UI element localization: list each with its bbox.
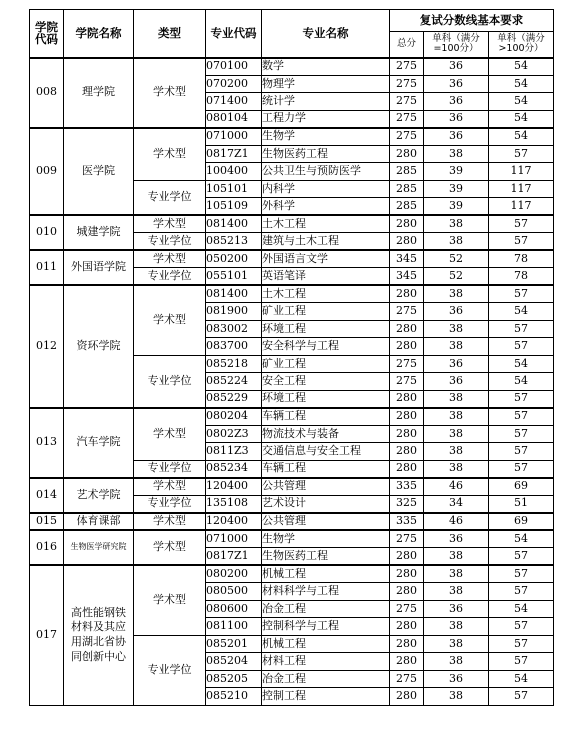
- table-row: [30, 58, 554, 76]
- single-over-100-score-cell: 57: [489, 320, 554, 338]
- single-over-100-score-cell: 57: [489, 233, 554, 251]
- total-score-cell: 275: [390, 303, 424, 321]
- single-100-score-cell: 38: [424, 338, 489, 356]
- single-over-100-score-cell: 54: [489, 600, 554, 618]
- total-score-cell: 280: [390, 635, 424, 653]
- single-over-100-score-cell: 69: [489, 513, 554, 531]
- college-name-cell: 资环学院: [64, 285, 134, 408]
- single-100-score-cell: 36: [424, 58, 489, 76]
- program-type-cell: 学术型: [134, 408, 206, 461]
- total-score-cell: 280: [390, 233, 424, 251]
- single-100-score-cell: 46: [424, 513, 489, 531]
- college-code-cell: 015: [30, 513, 64, 531]
- single-over-100-score-cell: 57: [489, 443, 554, 461]
- total-score-cell: 280: [390, 408, 424, 426]
- major-name-cell: 材料科学与工程: [262, 583, 390, 601]
- single-100-score-cell: 36: [424, 670, 489, 688]
- total-score-cell: 275: [390, 75, 424, 93]
- major-code-cell: 085218: [206, 355, 262, 373]
- single-over-100-score-cell: 57: [489, 408, 554, 426]
- single-over-100-score-cell: 57: [489, 653, 554, 671]
- single-over-100-score-cell: 57: [489, 618, 554, 636]
- single-over-100-score-cell: 78: [489, 250, 554, 268]
- major-name-cell: 公共管理: [262, 513, 390, 531]
- major-code-cell: 080600: [206, 600, 262, 618]
- single-over-100-score-cell: 57: [489, 338, 554, 356]
- total-score-cell: 345: [390, 250, 424, 268]
- header-total: 总分: [390, 32, 424, 58]
- college-name-cell: 城建学院: [64, 215, 134, 250]
- major-name-cell: 交通信息与安全工程: [262, 443, 390, 461]
- single-over-100-score-cell: 69: [489, 478, 554, 496]
- major-name-cell: 控制工程: [262, 688, 390, 706]
- college-name-cell: 艺术学院: [64, 478, 134, 513]
- total-score-cell: 275: [390, 128, 424, 146]
- header-college-code: 学院代码: [30, 10, 64, 58]
- major-name-cell: 土木工程: [262, 215, 390, 233]
- total-score-cell: 280: [390, 688, 424, 706]
- single-over-100-score-cell: 57: [489, 688, 554, 706]
- total-score-cell: 275: [390, 110, 424, 128]
- table-row: [30, 513, 554, 531]
- single-100-score-cell: 38: [424, 233, 489, 251]
- major-name-cell: 环境工程: [262, 390, 390, 408]
- major-code-cell: 071400: [206, 93, 262, 111]
- total-score-cell: 275: [390, 58, 424, 76]
- total-score-cell: 275: [390, 373, 424, 391]
- single-over-100-score-cell: 78: [489, 268, 554, 286]
- total-score-cell: 280: [390, 215, 424, 233]
- major-code-cell: 085229: [206, 390, 262, 408]
- single-over-100-score-cell: 54: [489, 110, 554, 128]
- table-row: [30, 215, 554, 233]
- single-over-100-score-cell: 51: [489, 495, 554, 513]
- college-code-cell: 010: [30, 215, 64, 250]
- major-code-cell: 0811Z3: [206, 443, 262, 461]
- program-type-cell: 专业学位: [134, 635, 206, 705]
- major-code-cell: 081400: [206, 285, 262, 303]
- single-100-score-cell: 38: [424, 145, 489, 163]
- single-over-100-score-cell: 54: [489, 355, 554, 373]
- major-code-cell: 0817Z1: [206, 548, 262, 566]
- single-100-score-cell: 38: [424, 548, 489, 566]
- single-over-100-score-cell: 57: [489, 565, 554, 583]
- single-100-score-cell: 38: [424, 618, 489, 636]
- major-code-cell: 120400: [206, 513, 262, 531]
- single-over-100-score-cell: 117: [489, 198, 554, 216]
- single-over-100-score-cell: 54: [489, 58, 554, 76]
- major-code-cell: 105101: [206, 180, 262, 198]
- program-type-cell: 学术型: [134, 215, 206, 233]
- college-name-cell: 体育课部: [64, 513, 134, 531]
- major-name-cell: 车辆工程: [262, 460, 390, 478]
- program-type-cell: 专业学位: [134, 233, 206, 251]
- college-name-cell: 医学院: [64, 128, 134, 216]
- major-name-cell: 机械工程: [262, 635, 390, 653]
- major-code-cell: 083700: [206, 338, 262, 356]
- total-score-cell: 280: [390, 443, 424, 461]
- table-row: [30, 408, 554, 426]
- major-code-cell: 081100: [206, 618, 262, 636]
- table-row: [30, 565, 554, 583]
- single-100-score-cell: 36: [424, 600, 489, 618]
- major-code-cell: 081400: [206, 215, 262, 233]
- major-name-cell: 内科学: [262, 180, 390, 198]
- major-name-cell: 统计学: [262, 93, 390, 111]
- single-100-score-cell: 34: [424, 495, 489, 513]
- total-score-cell: 275: [390, 600, 424, 618]
- single-100-score-cell: 38: [424, 215, 489, 233]
- program-type-cell: 专业学位: [134, 495, 206, 513]
- total-score-cell: 280: [390, 618, 424, 636]
- major-name-cell: 安全工程: [262, 373, 390, 391]
- major-name-cell: 物流技术与装备: [262, 425, 390, 443]
- major-name-cell: 生物医药工程: [262, 548, 390, 566]
- single-100-score-cell: 36: [424, 303, 489, 321]
- major-name-cell: 冶金工程: [262, 600, 390, 618]
- major-name-cell: 矿业工程: [262, 303, 390, 321]
- single-100-score-cell: 38: [424, 408, 489, 426]
- total-score-cell: 285: [390, 180, 424, 198]
- single-over-100-score-cell: 54: [489, 303, 554, 321]
- single-100-score-cell: 36: [424, 93, 489, 111]
- program-type-cell: 学术型: [134, 530, 206, 565]
- major-code-cell: 085213: [206, 233, 262, 251]
- program-type-cell: 专业学位: [134, 355, 206, 408]
- single-100-score-cell: 38: [424, 390, 489, 408]
- major-code-cell: 071000: [206, 530, 262, 548]
- single-over-100-score-cell: 57: [489, 215, 554, 233]
- program-type-cell: 学术型: [134, 478, 206, 496]
- single-100-score-cell: 36: [424, 110, 489, 128]
- total-score-cell: 285: [390, 163, 424, 181]
- header-type: 类型: [134, 10, 206, 58]
- single-100-score-cell: 36: [424, 75, 489, 93]
- major-code-cell: 080104: [206, 110, 262, 128]
- major-code-cell: 085210: [206, 688, 262, 706]
- college-code-cell: 012: [30, 285, 64, 408]
- header-score-group: 复试分数线基本要求: [390, 10, 554, 32]
- program-type-cell: 学术型: [134, 513, 206, 531]
- major-name-cell: 环境工程: [262, 320, 390, 338]
- major-name-cell: 生物学: [262, 530, 390, 548]
- single-over-100-score-cell: 117: [489, 180, 554, 198]
- table-body: [30, 58, 554, 706]
- major-code-cell: 120400: [206, 478, 262, 496]
- program-type-cell: 专业学位: [134, 180, 206, 215]
- single-100-score-cell: 38: [424, 565, 489, 583]
- major-code-cell: 085204: [206, 653, 262, 671]
- total-score-cell: 325: [390, 495, 424, 513]
- single-over-100-score-cell: 57: [489, 635, 554, 653]
- major-code-cell: 071000: [206, 128, 262, 146]
- single-over-100-score-cell: 57: [489, 460, 554, 478]
- college-name-cell: 高性能钢铁材料及其应用湖北省协同创新中心: [64, 565, 134, 705]
- single-100-score-cell: 39: [424, 180, 489, 198]
- major-code-cell: 085201: [206, 635, 262, 653]
- total-score-cell: 280: [390, 320, 424, 338]
- total-score-cell: 345: [390, 268, 424, 286]
- major-name-cell: 车辆工程: [262, 408, 390, 426]
- single-100-score-cell: 38: [424, 583, 489, 601]
- single-over-100-score-cell: 54: [489, 530, 554, 548]
- major-code-cell: 085234: [206, 460, 262, 478]
- major-name-cell: 物理学: [262, 75, 390, 93]
- college-code-cell: 008: [30, 58, 64, 128]
- single-over-100-score-cell: 57: [489, 390, 554, 408]
- major-code-cell: 083002: [206, 320, 262, 338]
- major-code-cell: 105109: [206, 198, 262, 216]
- single-100-score-cell: 38: [424, 443, 489, 461]
- major-name-cell: 英语笔译: [262, 268, 390, 286]
- major-name-cell: 矿业工程: [262, 355, 390, 373]
- table-row: [30, 128, 554, 146]
- college-code-cell: 016: [30, 530, 64, 565]
- total-score-cell: 280: [390, 565, 424, 583]
- single-100-score-cell: 36: [424, 373, 489, 391]
- total-score-cell: 285: [390, 198, 424, 216]
- program-type-cell: 学术型: [134, 128, 206, 181]
- major-name-cell: 控制科学与工程: [262, 618, 390, 636]
- table-row: [30, 285, 554, 303]
- college-code-cell: 009: [30, 128, 64, 216]
- single-over-100-score-cell: 57: [489, 145, 554, 163]
- total-score-cell: 280: [390, 145, 424, 163]
- table-row: [30, 478, 554, 496]
- program-type-cell: 学术型: [134, 285, 206, 355]
- major-name-cell: 机械工程: [262, 565, 390, 583]
- single-over-100-score-cell: 117: [489, 163, 554, 181]
- header-major-name: 专业名称: [262, 10, 390, 58]
- total-score-cell: 280: [390, 460, 424, 478]
- major-code-cell: 070200: [206, 75, 262, 93]
- single-over-100-score-cell: 57: [489, 285, 554, 303]
- major-name-cell: 生物学: [262, 128, 390, 146]
- college-code-cell: 017: [30, 565, 64, 705]
- single-100-score-cell: 38: [424, 460, 489, 478]
- total-score-cell: 280: [390, 425, 424, 443]
- total-score-cell: 280: [390, 583, 424, 601]
- college-code-cell: 013: [30, 408, 64, 478]
- single-100-score-cell: 36: [424, 530, 489, 548]
- college-name-cell: 生物医学研究院: [64, 530, 134, 565]
- college-code-cell: 011: [30, 250, 64, 285]
- major-code-cell: 100400: [206, 163, 262, 181]
- total-score-cell: 275: [390, 530, 424, 548]
- single-100-score-cell: 38: [424, 688, 489, 706]
- total-score-cell: 280: [390, 390, 424, 408]
- single-100-score-cell: 39: [424, 198, 489, 216]
- major-code-cell: 080204: [206, 408, 262, 426]
- header-major-code: 专业代码: [206, 10, 262, 58]
- header-single-over-100: 单科（满分>100分）: [489, 32, 554, 58]
- program-type-cell: 学术型: [134, 250, 206, 268]
- single-100-score-cell: 52: [424, 268, 489, 286]
- single-100-score-cell: 38: [424, 653, 489, 671]
- total-score-cell: 280: [390, 338, 424, 356]
- major-code-cell: 135108: [206, 495, 262, 513]
- single-over-100-score-cell: 57: [489, 425, 554, 443]
- major-name-cell: 生物医药工程: [262, 145, 390, 163]
- header-single-100: 单科（满分=100分）: [424, 32, 489, 58]
- single-100-score-cell: 36: [424, 355, 489, 373]
- total-score-cell: 275: [390, 670, 424, 688]
- program-type-cell: 专业学位: [134, 268, 206, 286]
- single-100-score-cell: 38: [424, 320, 489, 338]
- header-college-name: 学院名称: [64, 10, 134, 58]
- program-type-cell: 专业学位: [134, 460, 206, 478]
- single-100-score-cell: 46: [424, 478, 489, 496]
- major-name-cell: 冶金工程: [262, 670, 390, 688]
- single-100-score-cell: 38: [424, 425, 489, 443]
- major-name-cell: 公共管理: [262, 478, 390, 496]
- single-over-100-score-cell: 57: [489, 583, 554, 601]
- major-name-cell: 数学: [262, 58, 390, 76]
- program-type-cell: 学术型: [134, 565, 206, 635]
- major-name-cell: 土木工程: [262, 285, 390, 303]
- major-name-cell: 材料工程: [262, 653, 390, 671]
- total-score-cell: 280: [390, 285, 424, 303]
- single-over-100-score-cell: 54: [489, 670, 554, 688]
- total-score-cell: 335: [390, 478, 424, 496]
- major-name-cell: 艺术设计: [262, 495, 390, 513]
- major-code-cell: 081900: [206, 303, 262, 321]
- total-score-cell: 275: [390, 93, 424, 111]
- major-code-cell: 085205: [206, 670, 262, 688]
- total-score-cell: 280: [390, 548, 424, 566]
- major-name-cell: 外国语言文学: [262, 250, 390, 268]
- major-code-cell: 0802Z3: [206, 425, 262, 443]
- major-name-cell: 建筑与土木工程: [262, 233, 390, 251]
- college-name-cell: 汽车学院: [64, 408, 134, 478]
- major-code-cell: 080200: [206, 565, 262, 583]
- single-100-score-cell: 36: [424, 128, 489, 146]
- major-code-cell: 085224: [206, 373, 262, 391]
- major-name-cell: 工程力学: [262, 110, 390, 128]
- total-score-cell: 280: [390, 653, 424, 671]
- total-score-cell: 335: [390, 513, 424, 531]
- major-code-cell: 055101: [206, 268, 262, 286]
- single-over-100-score-cell: 54: [489, 128, 554, 146]
- major-code-cell: 080500: [206, 583, 262, 601]
- single-over-100-score-cell: 54: [489, 373, 554, 391]
- college-name-cell: 外国语学院: [64, 250, 134, 285]
- major-name-cell: 公共卫生与预防医学: [262, 163, 390, 181]
- single-over-100-score-cell: 57: [489, 548, 554, 566]
- score-requirements-table: [29, 9, 554, 706]
- table-row: [30, 250, 554, 268]
- college-code-cell: 014: [30, 478, 64, 513]
- single-100-score-cell: 38: [424, 635, 489, 653]
- major-code-cell: 050200: [206, 250, 262, 268]
- total-score-cell: 275: [390, 355, 424, 373]
- program-type-cell: 学术型: [134, 58, 206, 128]
- major-name-cell: 外科学: [262, 198, 390, 216]
- major-code-cell: 0817Z1: [206, 145, 262, 163]
- single-100-score-cell: 52: [424, 250, 489, 268]
- major-name-cell: 安全科学与工程: [262, 338, 390, 356]
- table-row: [30, 530, 554, 548]
- major-code-cell: 070100: [206, 58, 262, 76]
- single-over-100-score-cell: 54: [489, 75, 554, 93]
- single-100-score-cell: 38: [424, 285, 489, 303]
- college-name-cell: 理学院: [64, 58, 134, 128]
- single-100-score-cell: 39: [424, 163, 489, 181]
- single-over-100-score-cell: 54: [489, 93, 554, 111]
